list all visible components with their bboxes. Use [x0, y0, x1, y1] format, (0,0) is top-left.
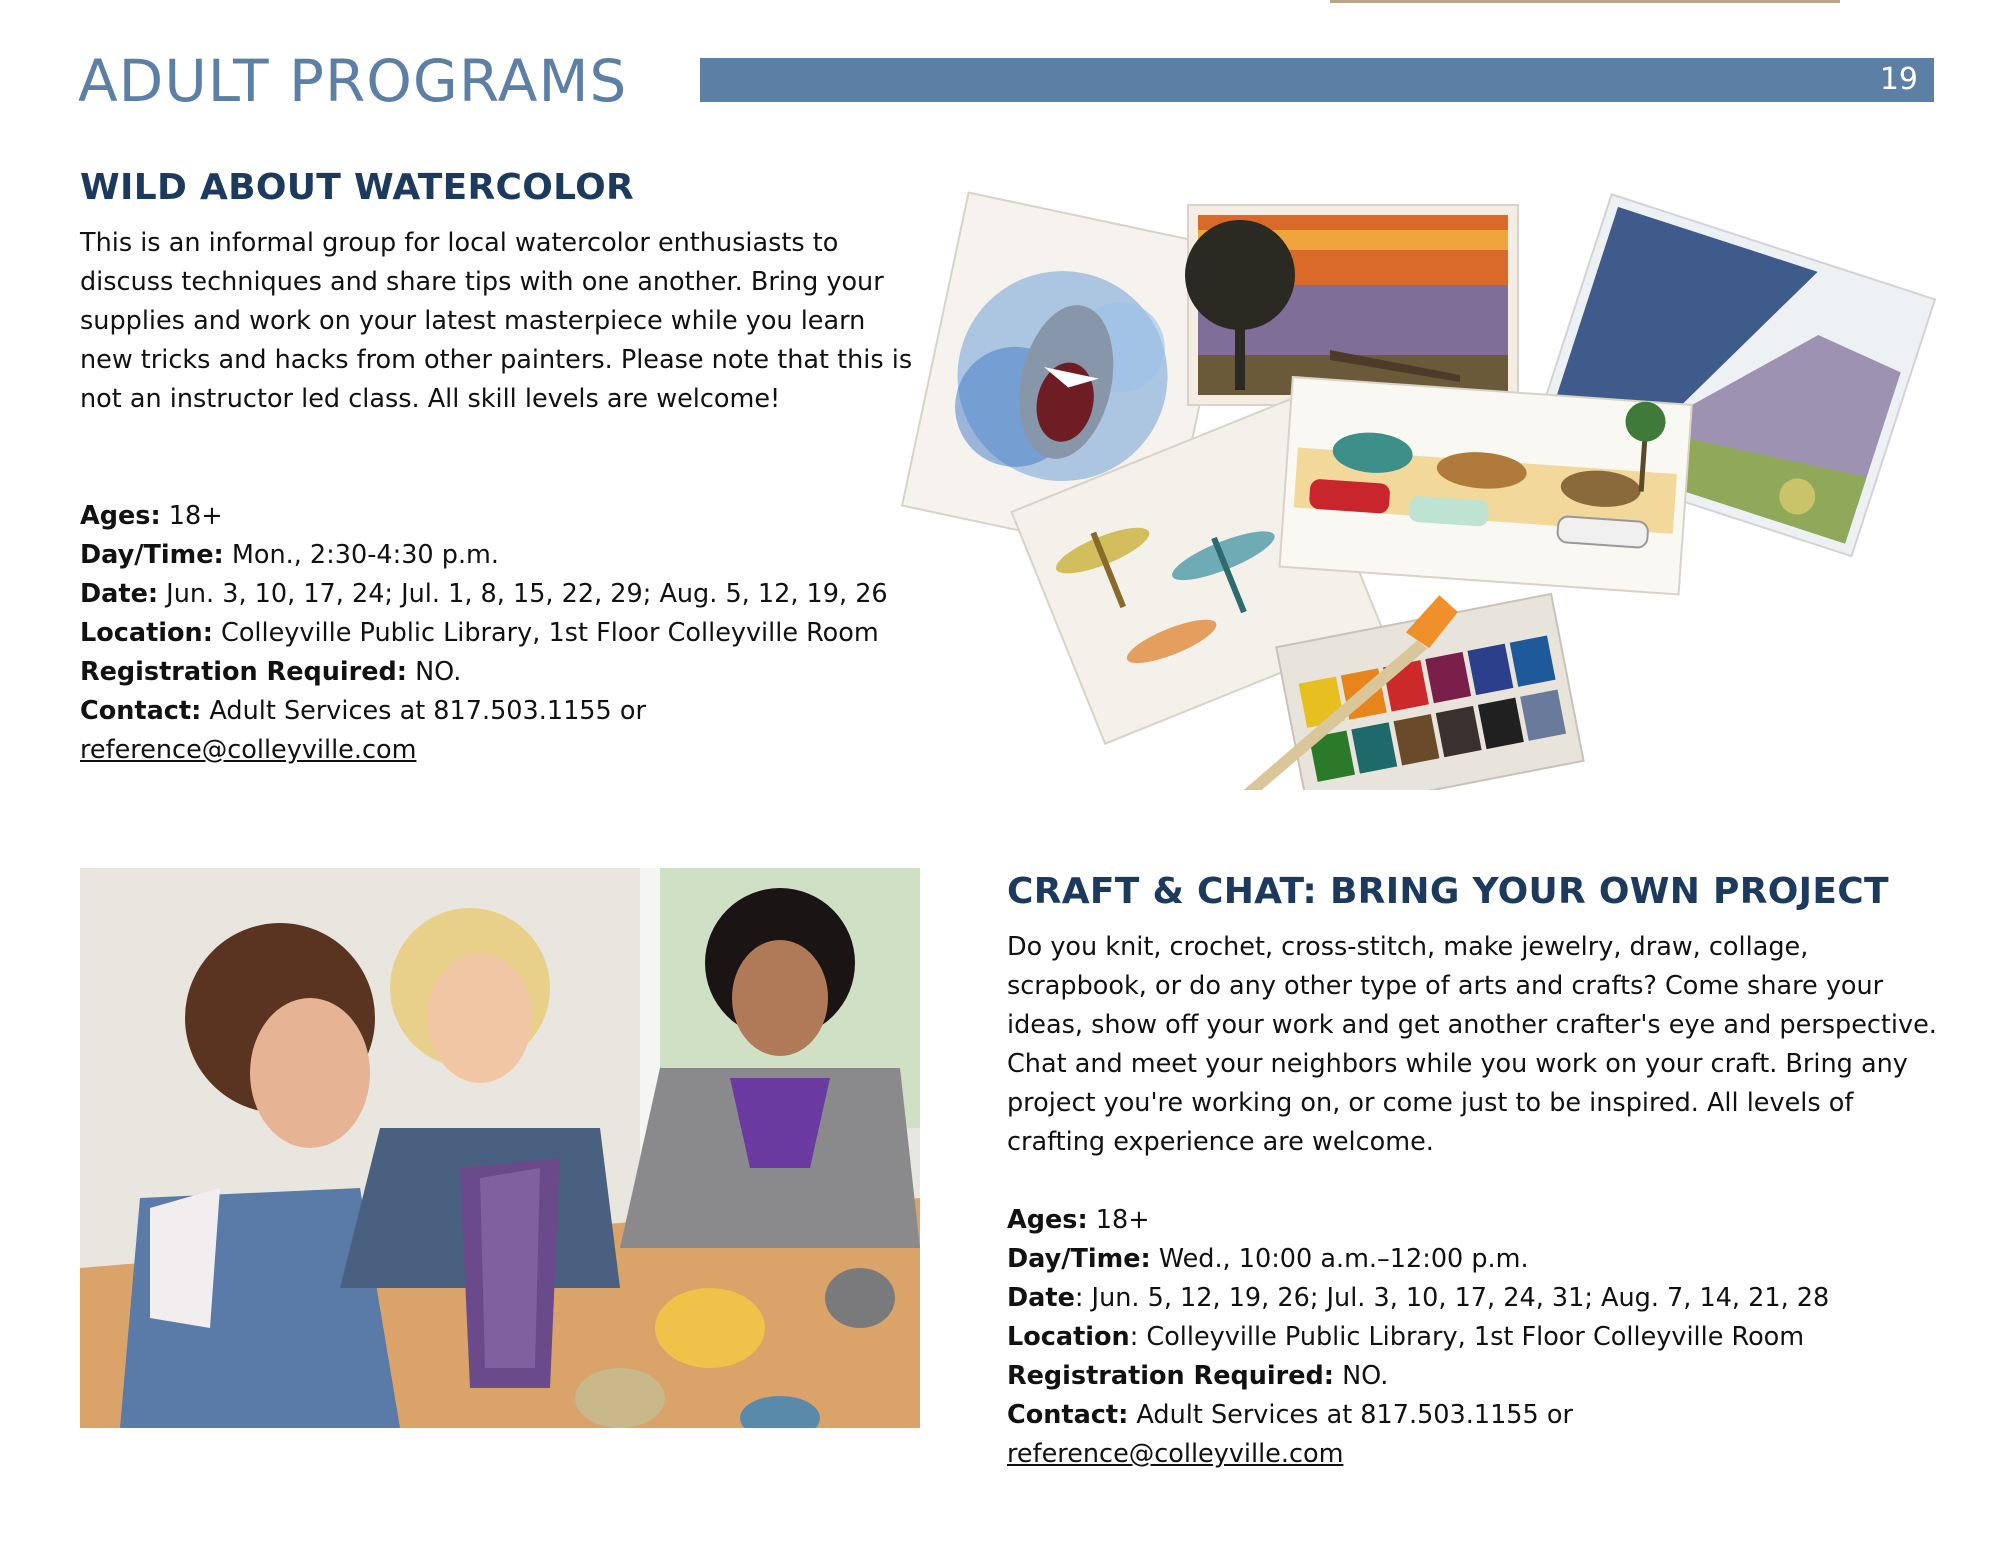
detail-value: 18+ — [168, 501, 223, 531]
program-details-watercolor — [80, 497, 900, 770]
detail-value: Wed., 10:00 a.m.–12:00 p.m. — [1158, 1244, 1529, 1274]
detail-registration — [1007, 1357, 1937, 1396]
detail-label: Contact: — [80, 696, 202, 726]
detail-label: Registration Required: — [80, 657, 407, 687]
detail-value: NO. — [1342, 1361, 1389, 1391]
detail-value: NO. — [415, 657, 462, 687]
detail-value: 18+ — [1095, 1205, 1150, 1235]
detail-label: Registration Required: — [1007, 1361, 1334, 1391]
page-title: ADULT PROGRAMS — [78, 47, 628, 115]
watercolor-paintings-collage — [900, 160, 1940, 790]
detail-email — [80, 731, 900, 770]
detail-value: Mon., 2:30-4:30 p.m. — [231, 540, 499, 570]
detail-label: Contact: — [1007, 1400, 1129, 1430]
top-decorative-strip — [1330, 0, 1840, 3]
header-bar — [700, 58, 1934, 102]
program-details-craft-chat — [1007, 1201, 1937, 1474]
detail-email — [1007, 1435, 1937, 1474]
program-description-watercolor: This is an informal group for local watercolor enthusiasts to discuss techniques and share tips with one another. Bring your supplies and work on your latest masterpiece while you learn new tricks and hacks from other painters. Please note that this is not an instructor led class. All skill levels are welcome! — [80, 228, 913, 414]
detail-value: Adult Services at 817.503.1155 or — [1136, 1400, 1573, 1430]
detail-label: Location — [1007, 1322, 1130, 1352]
detail-value: Jun. 3, 10, 17, 24; Jul. 1, 8, 15, 22, 29; Aug. 5, 12, 19, 26 — [166, 579, 888, 609]
detail-daytime — [80, 536, 900, 575]
detail-value: : Jun. 5, 12, 19, 26; Jul. 3, 10, 17, 24, 31; Aug. 7, 14, 21, 28 — [1074, 1283, 1830, 1313]
email-link[interactable]: reference@colleyville.com — [1007, 1439, 1344, 1469]
sunset-dock-painting — [1185, 205, 1518, 405]
program-description-craft-chat: Do you knit, crochet, cross-stitch, make jewelry, draw, collage, scrapbook, or do any other type of arts and crafts? Come share your ideas, show off your work and get another crafter's eye and perspective. Chat and meet your neighbors while you work on your craft. Bring any project you're working on, or come just to be inspired. All levels of crafting experience are welcome. — [1007, 932, 1937, 1157]
detail-label: Day/Time: — [1007, 1244, 1151, 1274]
detail-value: Adult Services at 817.503.1155 or — [209, 696, 646, 726]
detail-date — [80, 575, 900, 614]
detail-label: Location: — [80, 618, 213, 648]
detail-location — [1007, 1318, 1937, 1357]
detail-contact — [1007, 1396, 1937, 1435]
email-link[interactable]: reference@colleyville.com — [80, 735, 417, 765]
detail-value: : Colleyville Public Library, 1st Floor Colleyville Room — [1129, 1322, 1805, 1352]
detail-registration — [80, 653, 900, 692]
detail-label: Ages: — [80, 501, 161, 531]
detail-label: Date — [1007, 1283, 1075, 1313]
program-title-craft-chat: CRAFT & CHAT: BRING YOUR OWN PROJECT — [1007, 871, 1889, 912]
detail-label: Ages: — [1007, 1205, 1088, 1235]
detail-value: Colleyville Public Library, 1st Floor Colleyville Room — [221, 618, 879, 648]
detail-ages — [1007, 1201, 1937, 1240]
detail-contact — [80, 692, 900, 731]
detail-daytime — [1007, 1240, 1937, 1279]
detail-ages — [80, 497, 900, 536]
women-knitting-photo — [80, 868, 920, 1428]
detail-label: Day/Time: — [80, 540, 224, 570]
dinosaur-cars-painting — [1280, 377, 1692, 594]
page-number: 19 — [1879, 62, 1918, 97]
program-title-watercolor: WILD ABOUT WATERCOLOR — [80, 167, 635, 208]
detail-location — [80, 614, 900, 653]
detail-label: Date: — [80, 579, 159, 609]
detail-date — [1007, 1279, 1937, 1318]
